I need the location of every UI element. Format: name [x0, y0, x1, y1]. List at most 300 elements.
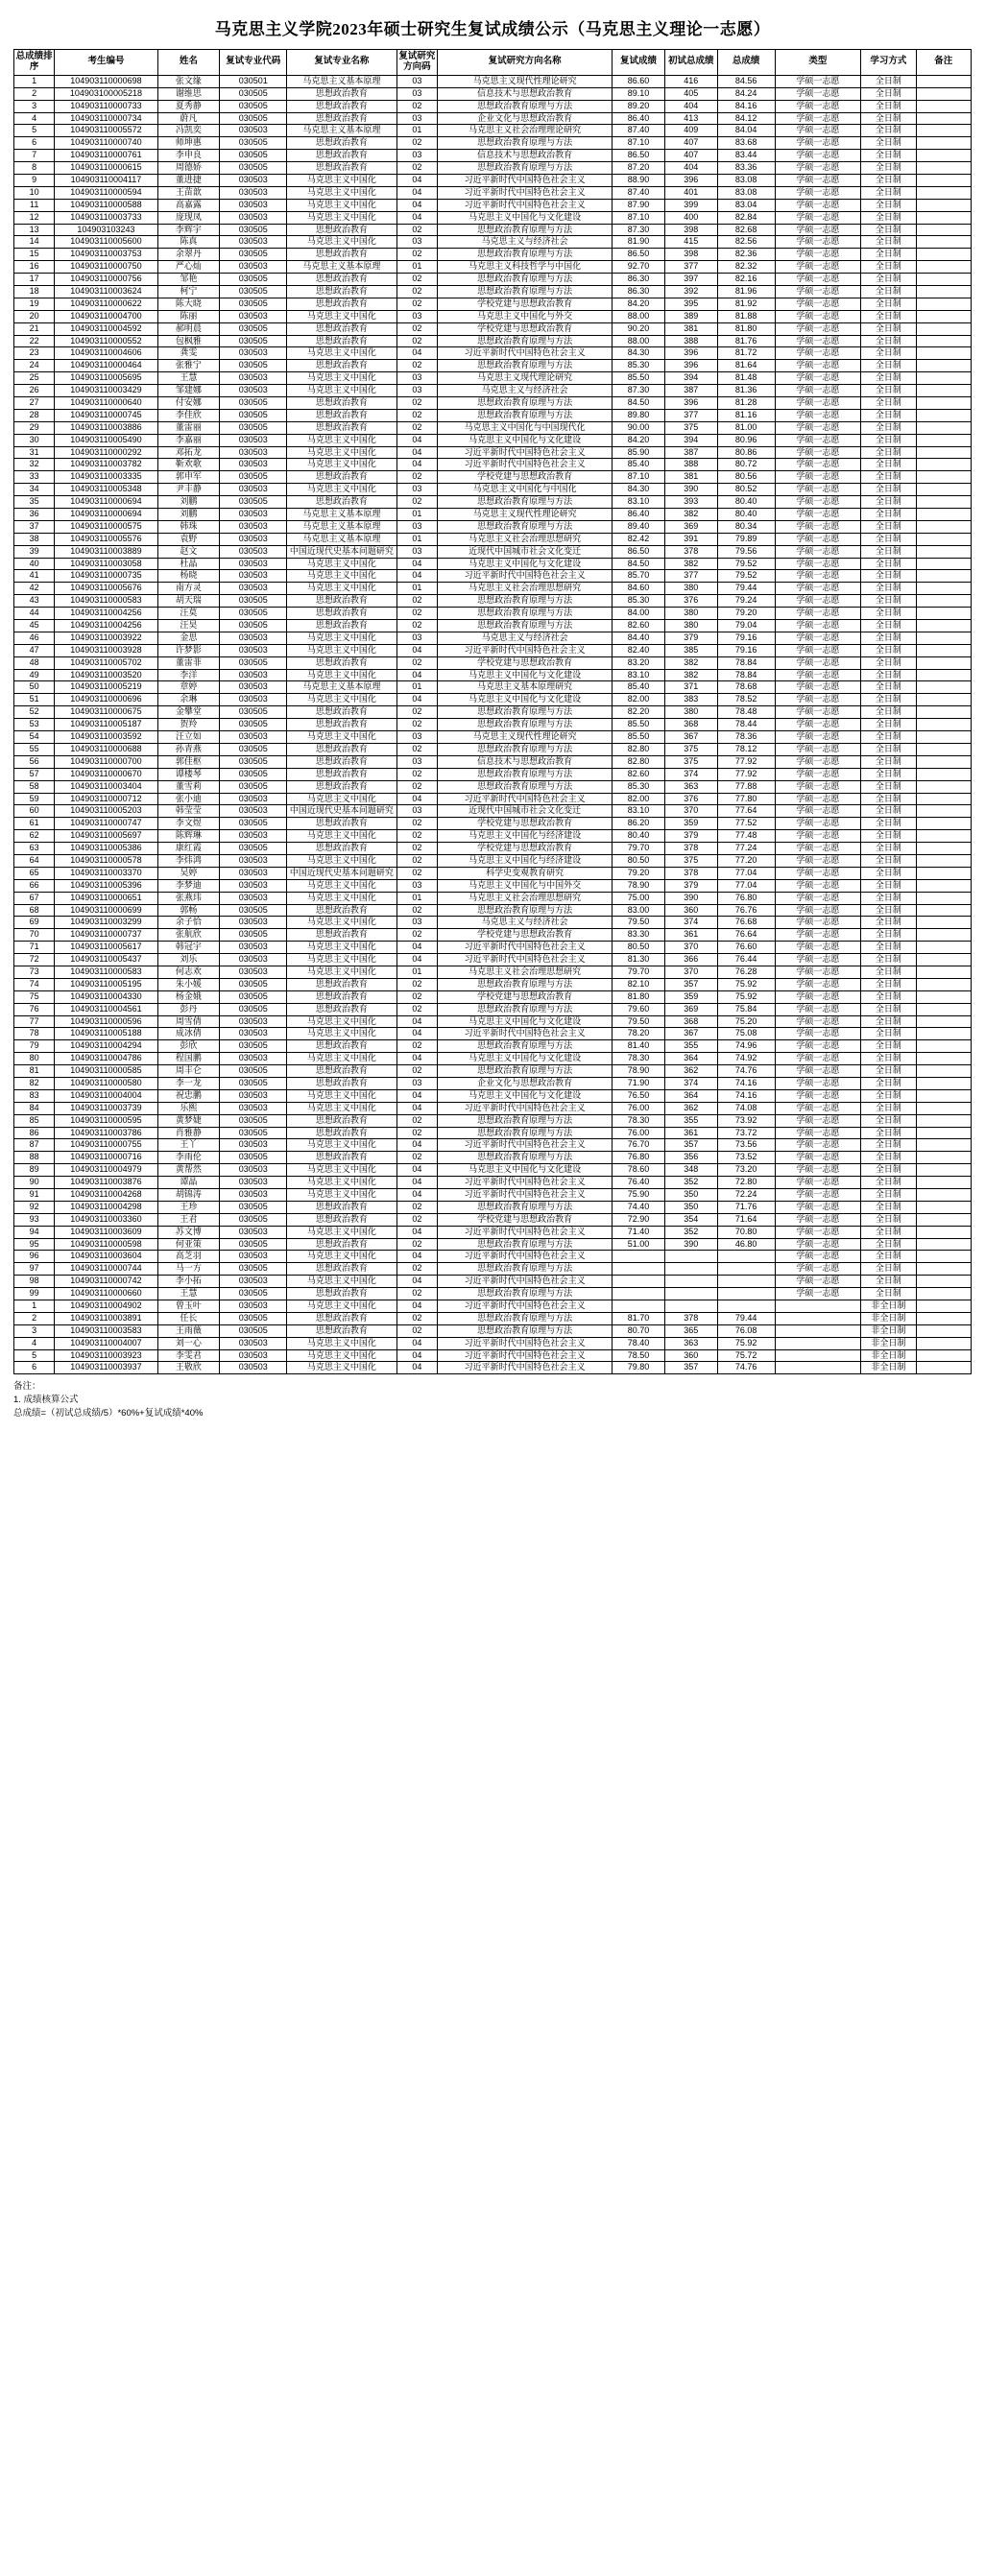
- cell-name: 李炜鸿: [157, 854, 220, 867]
- cell-dir: 习近平新时代中国特色社会主义: [438, 347, 613, 360]
- cell-fs: 87.10: [613, 211, 665, 224]
- cell-dircode: 02: [396, 1238, 437, 1251]
- cell-dir: 企业文化与思想政治教育: [438, 1077, 613, 1089]
- cell-total: 76.08: [717, 1324, 775, 1337]
- cell-fs: 86.30: [613, 274, 665, 286]
- cell-majorcode: 030503: [220, 533, 287, 545]
- cell-cs: 399: [664, 199, 717, 211]
- cell-remark: [916, 583, 971, 595]
- cell-total: 74.96: [717, 1040, 775, 1053]
- cell-cs: 361: [664, 929, 717, 942]
- cell-cs: 376: [664, 793, 717, 805]
- cell-majorcode: 030505: [220, 496, 287, 509]
- cell-major: 马克思主义中国化: [287, 1089, 397, 1102]
- cell-majorcode: 030503: [220, 1226, 287, 1238]
- cell-dircode: 03: [396, 545, 437, 558]
- footnote-0: 备注：: [13, 1381, 41, 1393]
- cell-study: 全日制: [861, 966, 916, 978]
- cell-sid: 104903110003889: [55, 545, 157, 558]
- cell-total: 79.52: [717, 570, 775, 583]
- cell-fs: 87.40: [613, 186, 665, 199]
- cell-dir: 学校党建与思想政治教育: [438, 818, 613, 830]
- cell-idx: 40: [14, 558, 55, 570]
- cell-fs: 82.60: [613, 620, 665, 632]
- cell-total: 73.56: [717, 1139, 775, 1152]
- cell-idx: 51: [14, 694, 55, 706]
- cell-fs: 86.40: [613, 112, 665, 125]
- cell-fs: 74.40: [613, 1201, 665, 1213]
- cell-cs: 365: [664, 1324, 717, 1337]
- table-row: [14, 1127, 972, 1139]
- cell-majorcode: 030503: [220, 236, 287, 249]
- cell-remark: [916, 199, 971, 211]
- cell-total: 80.96: [717, 434, 775, 446]
- cell-total: 78.68: [717, 681, 775, 694]
- table-row: [14, 162, 972, 175]
- cell-type: 学硕一志愿: [775, 347, 861, 360]
- cell-total: 73.52: [717, 1152, 775, 1164]
- cell-study: 非全日制: [861, 1349, 916, 1362]
- cell-total: 77.04: [717, 879, 775, 892]
- cell-study: 全日制: [861, 236, 916, 249]
- cell-study: 全日制: [861, 261, 916, 274]
- cell-idx: 11: [14, 199, 55, 211]
- cell-dircode: 04: [396, 1177, 437, 1189]
- cell-total: 81.28: [717, 397, 775, 410]
- cell-study: 全日制: [861, 978, 916, 990]
- cell-major: 思想政治教育: [287, 112, 397, 125]
- cell-name: 刘鹏: [157, 496, 220, 509]
- cell-cs: 357: [664, 1362, 717, 1374]
- cell-type: 学硕一志愿: [775, 397, 861, 410]
- table-row: [14, 1164, 972, 1177]
- table-row: [14, 274, 972, 286]
- cell-dir: 马克思主义中国化与文化建设: [438, 1015, 613, 1028]
- cell-dir: 马克思主义现代性理论研究: [438, 731, 613, 744]
- cell-sid: 104903110000575: [55, 520, 157, 533]
- cell-total: 74.76: [717, 1065, 775, 1078]
- cell-study: 全日制: [861, 484, 916, 496]
- cell-name: 杜晶: [157, 558, 220, 570]
- cell-major: 思想政治教育: [287, 421, 397, 434]
- cell-total: 79.52: [717, 558, 775, 570]
- cell-major: 马克思主义中国化: [287, 694, 397, 706]
- cell-study: 全日制: [861, 162, 916, 175]
- cell-name: 李一龙: [157, 1077, 220, 1089]
- cell-dircode: 02: [396, 978, 437, 990]
- cell-dircode: 04: [396, 1102, 437, 1114]
- table-row: [14, 632, 972, 644]
- cell-sid: 104903110000688: [55, 743, 157, 755]
- cell-name: 李小拓: [157, 1276, 220, 1288]
- cell-study: 全日制: [861, 1201, 916, 1213]
- cell-name: 董雷丽: [157, 421, 220, 434]
- table-row: [14, 681, 972, 694]
- cell-idx: 32: [14, 459, 55, 471]
- cell-majorcode: 030503: [220, 545, 287, 558]
- cell-majorcode: 030505: [220, 322, 287, 335]
- cell-dir: 习近平新时代中国特色社会主义: [438, 1102, 613, 1114]
- cell-name: 郝明晨: [157, 322, 220, 335]
- cell-sid: 104903110000761: [55, 150, 157, 162]
- cell-sid: 104903110000756: [55, 274, 157, 286]
- cell-dircode: 02: [396, 335, 437, 347]
- cell-remark: [916, 1226, 971, 1238]
- cell-type: 学硕一志愿: [775, 768, 861, 780]
- cell-total: 81.36: [717, 385, 775, 397]
- cell-type: 学硕一志愿: [775, 421, 861, 434]
- cell-remark: [916, 211, 971, 224]
- cell-study: 全日制: [861, 434, 916, 446]
- cell-sid: 104903110000580: [55, 1077, 157, 1089]
- cell-majorcode: 030503: [220, 854, 287, 867]
- cell-fs: 87.90: [613, 199, 665, 211]
- cell-idx: 14: [14, 236, 55, 249]
- cell-remark: [916, 236, 971, 249]
- cell-idx: 77: [14, 1015, 55, 1028]
- cell-remark: [916, 1139, 971, 1152]
- cell-fs: 79.60: [613, 1003, 665, 1015]
- table-row: [14, 595, 972, 608]
- cell-sid: 104903110003923: [55, 1349, 157, 1362]
- cell-cs: 383: [664, 694, 717, 706]
- cell-dir: 思想政治教育原理与方法: [438, 496, 613, 509]
- cell-majorcode: 030503: [220, 261, 287, 274]
- cell-total: 79.24: [717, 595, 775, 608]
- cell-major: 马克思主义中国化: [287, 1226, 397, 1238]
- cell-fs: 79.20: [613, 867, 665, 879]
- cell-type: 学硕一志愿: [775, 75, 861, 87]
- cell-type: 学硕一志愿: [775, 990, 861, 1003]
- cell-sid: 104903110000716: [55, 1152, 157, 1164]
- cell-idx: 88: [14, 1152, 55, 1164]
- cell-majorcode: 030503: [220, 310, 287, 322]
- cell-type: 学硕一志愿: [775, 137, 861, 150]
- cell-cs: 364: [664, 1089, 717, 1102]
- table-row: [14, 743, 972, 755]
- cell-study: 非全日制: [861, 1362, 916, 1374]
- cell-majorcode: 030505: [220, 298, 287, 310]
- cell-type: 学硕一志愿: [775, 1114, 861, 1127]
- cell-study: 全日制: [861, 1003, 916, 1015]
- cell-idx: 85: [14, 1114, 55, 1127]
- cell-major: 马克思主义中国化: [287, 632, 397, 644]
- cell-fs: 86.30: [613, 285, 665, 298]
- cell-name: 余子恰: [157, 917, 220, 929]
- cell-name: 程国鹏: [157, 1053, 220, 1065]
- cell-study: 全日制: [861, 1276, 916, 1288]
- cell-type: 学硕一志愿: [775, 805, 861, 818]
- cell-majorcode: 030505: [220, 285, 287, 298]
- cell-total: 79.44: [717, 583, 775, 595]
- cell-sid: 104903110004298: [55, 1201, 157, 1213]
- cell-dir: 思想政治教育原理与方法: [438, 768, 613, 780]
- table-row: [14, 1324, 972, 1337]
- cell-type: 学硕一志愿: [775, 1139, 861, 1152]
- cell-dir: 思想政治教育原理与方法: [438, 397, 613, 410]
- cell-dir: 马克思主义与经济社会: [438, 385, 613, 397]
- cell-dircode: 02: [396, 595, 437, 608]
- cell-study: 全日制: [861, 224, 916, 236]
- cell-name: 蔚凡: [157, 112, 220, 125]
- cell-cs: 361: [664, 1127, 717, 1139]
- cell-remark: [916, 558, 971, 570]
- cell-fs: 85.50: [613, 372, 665, 385]
- cell-dircode: 03: [396, 150, 437, 162]
- cell-idx: 16: [14, 261, 55, 274]
- cell-study: 全日制: [861, 1028, 916, 1040]
- cell-major: 马克思主义中国化: [287, 1337, 397, 1349]
- cell-study: 全日制: [861, 620, 916, 632]
- cell-idx: 73: [14, 966, 55, 978]
- cell-dircode: 02: [396, 137, 437, 150]
- cell-type: 学硕一志愿: [775, 867, 861, 879]
- cell-sid: 104903110003404: [55, 780, 157, 793]
- cell-sid: 104903110003886: [55, 421, 157, 434]
- cell-type: 学硕一志愿: [775, 1152, 861, 1164]
- cell-cs: 377: [664, 570, 717, 583]
- cell-fs: 85.30: [613, 780, 665, 793]
- cell-dircode: 03: [396, 1077, 437, 1089]
- cell-total: 80.72: [717, 459, 775, 471]
- cell-sid: 104903110003592: [55, 731, 157, 744]
- cell-dircode: 04: [396, 694, 437, 706]
- cell-idx: 13: [14, 224, 55, 236]
- cell-remark: [916, 1251, 971, 1263]
- cell-cs: 416: [664, 75, 717, 87]
- cell-fs: 89.80: [613, 409, 665, 421]
- table-row: [14, 583, 972, 595]
- cell-cs: 363: [664, 1337, 717, 1349]
- cell-major: 马克思主义中国化: [287, 1362, 397, 1374]
- cell-dircode: 01: [396, 966, 437, 978]
- cell-idx: 36: [14, 509, 55, 521]
- cell-sid: 104903110000696: [55, 694, 157, 706]
- cell-fs: 84.50: [613, 558, 665, 570]
- cell-cs: 382: [664, 509, 717, 521]
- cell-idx: 18: [14, 285, 55, 298]
- cell-name: 陈辉琳: [157, 830, 220, 843]
- cell-cs: 366: [664, 954, 717, 966]
- cell-study: 全日制: [861, 805, 916, 818]
- table-row: [14, 1226, 972, 1238]
- cell-sid: 104903110000660: [55, 1288, 157, 1300]
- cell-majorcode: 030505: [220, 249, 287, 261]
- cell-fs: 84.20: [613, 434, 665, 446]
- cell-total: [717, 1300, 775, 1313]
- cell-total: 79.44: [717, 1312, 775, 1324]
- cell-majorcode: 030503: [220, 1177, 287, 1189]
- cell-study: 全日制: [861, 496, 916, 509]
- cell-type: 学硕一志愿: [775, 285, 861, 298]
- cell-remark: [916, 1015, 971, 1028]
- cell-major: 思想政治教育: [287, 1127, 397, 1139]
- cell-name: 邹艳: [157, 274, 220, 286]
- cell-idx: 52: [14, 706, 55, 719]
- cell-dircode: 02: [396, 854, 437, 867]
- cell-cs: 359: [664, 818, 717, 830]
- cell-type: 学硕一志愿: [775, 211, 861, 224]
- cell-dir: 习近平新时代中国特色社会主义: [438, 1276, 613, 1288]
- cell-dir: 思想政治教育原理与方法: [438, 608, 613, 620]
- cell-idx: 60: [14, 805, 55, 818]
- cell-remark: [916, 731, 971, 744]
- cell-sid: 104903110000595: [55, 1114, 157, 1127]
- cell-name: 王君: [157, 1213, 220, 1226]
- cell-type: 学硕一志愿: [775, 298, 861, 310]
- cell-cs: 375: [664, 743, 717, 755]
- cell-total: 81.76: [717, 335, 775, 347]
- cell-fs: 78.50: [613, 1349, 665, 1362]
- cell-remark: [916, 1276, 971, 1288]
- cell-cs: 380: [664, 608, 717, 620]
- cell-dircode: 02: [396, 100, 437, 112]
- cell-majorcode: 030503: [220, 917, 287, 929]
- table-row: [14, 347, 972, 360]
- cell-idx: 80: [14, 1053, 55, 1065]
- cell-sid: 104903110003360: [55, 1213, 157, 1226]
- cell-remark: [916, 805, 971, 818]
- cell-remark: [916, 954, 971, 966]
- cell-dir: 马克思主义中国化与文化建设: [438, 1164, 613, 1177]
- cell-total: 76.44: [717, 954, 775, 966]
- cell-study: 全日制: [861, 1189, 916, 1202]
- cell-total: 72.24: [717, 1189, 775, 1202]
- cell-fs: 86.50: [613, 150, 665, 162]
- cell-remark: [916, 1114, 971, 1127]
- cell-idx: 57: [14, 768, 55, 780]
- cell-dir: 思想政治教育原理与方法: [438, 719, 613, 731]
- cell-study: 全日制: [861, 731, 916, 744]
- cell-name: 韩莹莹: [157, 805, 220, 818]
- cell-total: 77.80: [717, 793, 775, 805]
- cell-sid: 104903110004007: [55, 1337, 157, 1349]
- cell-total: 46.80: [717, 1238, 775, 1251]
- cell-dir: 思想政治教育原理与方法: [438, 620, 613, 632]
- cell-total: 73.92: [717, 1114, 775, 1127]
- cell-cs: 396: [664, 174, 717, 186]
- cell-study: 全日制: [861, 211, 916, 224]
- cell-idx: 46: [14, 632, 55, 644]
- cell-sid: 104903110003922: [55, 632, 157, 644]
- cell-cs: 404: [664, 100, 717, 112]
- cell-study: 全日制: [861, 942, 916, 954]
- table-row: [14, 1003, 972, 1015]
- cell-remark: [916, 1102, 971, 1114]
- cell-idx: 76: [14, 1003, 55, 1015]
- cell-sid: 104903110005572: [55, 125, 157, 137]
- cell-fs: 85.40: [613, 681, 665, 694]
- cell-major: 马克思主义中国化: [287, 1015, 397, 1028]
- cell-idx: 1: [14, 1300, 55, 1313]
- cell-major: 马克思主义中国化: [287, 434, 397, 446]
- cell-dir: 思想政治教育原理与方法: [438, 595, 613, 608]
- cell-dircode: 03: [396, 879, 437, 892]
- cell-major: 思想政治教育: [287, 298, 397, 310]
- cell-major: 马克思主义中国化: [287, 484, 397, 496]
- table-row: [14, 1238, 972, 1251]
- cell-fs: 80.70: [613, 1324, 665, 1337]
- cell-majorcode: 030505: [220, 1003, 287, 1015]
- cell-study: 全日制: [861, 1077, 916, 1089]
- cell-idx: 58: [14, 780, 55, 793]
- cell-idx: 64: [14, 854, 55, 867]
- cell-dir: 马克思主义中国化与文化建设: [438, 1053, 613, 1065]
- cell-idx: 3: [14, 100, 55, 112]
- cell-study: 全日制: [861, 1139, 916, 1152]
- cell-sid: 104903110000578: [55, 854, 157, 867]
- cell-name: 金思: [157, 632, 220, 644]
- cell-sid: 104903110000583: [55, 595, 157, 608]
- cell-majorcode: 030503: [220, 892, 287, 904]
- table-row: [14, 520, 972, 533]
- cell-type: 学硕一志愿: [775, 954, 861, 966]
- cell-type: 学硕一志愿: [775, 854, 861, 867]
- cell-remark: [916, 298, 971, 310]
- cell-dir: 习近平新时代中国特色社会主义: [438, 1362, 613, 1374]
- cell-idx: 87: [14, 1139, 55, 1152]
- table-row: [14, 755, 972, 768]
- header-name: 姓名: [157, 50, 220, 76]
- cell-total: 73.20: [717, 1164, 775, 1177]
- cell-cs: 348: [664, 1164, 717, 1177]
- cell-majorcode: 030503: [220, 954, 287, 966]
- cell-major: 马克思主义基本原理: [287, 681, 397, 694]
- cell-idx: 54: [14, 731, 55, 744]
- cell-idx: 53: [14, 719, 55, 731]
- cell-idx: 79: [14, 1040, 55, 1053]
- cell-type: 学硕一志愿: [775, 100, 861, 112]
- cell-sid: 104903110000622: [55, 298, 157, 310]
- cell-dircode: 04: [396, 669, 437, 681]
- cell-type: 学硕一志愿: [775, 632, 861, 644]
- cell-idx: 93: [14, 1213, 55, 1226]
- cell-dircode: 03: [396, 484, 437, 496]
- cell-name: 张文缘: [157, 75, 220, 87]
- cell-sid: 104903110000464: [55, 360, 157, 372]
- header-initial-score: 初试总成绩: [664, 50, 717, 76]
- cell-study: 全日制: [861, 1213, 916, 1226]
- cell-cs: 413: [664, 112, 717, 125]
- cell-remark: [916, 409, 971, 421]
- cell-dircode: 04: [396, 347, 437, 360]
- cell-idx: 44: [14, 608, 55, 620]
- cell-dir: 马克思主义中国化与经济建设: [438, 830, 613, 843]
- cell-type: 学硕一志愿: [775, 1015, 861, 1028]
- cell-total: 75.92: [717, 1337, 775, 1349]
- cell-fs: 85.90: [613, 446, 665, 459]
- cell-fs: 84.30: [613, 484, 665, 496]
- cell-total: 74.16: [717, 1077, 775, 1089]
- cell-fs: 78.90: [613, 1065, 665, 1078]
- cell-name: 黄梦婕: [157, 1114, 220, 1127]
- cell-remark: [916, 719, 971, 731]
- cell-idx: 90: [14, 1177, 55, 1189]
- cell-sid: 104903110000615: [55, 162, 157, 175]
- cell-dir: 思想政治教育原理与方法: [438, 1040, 613, 1053]
- cell-type: [775, 1349, 861, 1362]
- cell-major: 马克思主义基本原理: [287, 75, 397, 87]
- cell-type: 学硕一志愿: [775, 162, 861, 175]
- table-row: [14, 1312, 972, 1324]
- cell-name: 谭晶: [157, 1177, 220, 1189]
- cell-sid: 104903110000651: [55, 892, 157, 904]
- cell-total: 75.08: [717, 1028, 775, 1040]
- cell-name: 刘乐: [157, 954, 220, 966]
- cell-dir: 习近平新时代中国特色社会主义: [438, 459, 613, 471]
- cell-idx: 15: [14, 249, 55, 261]
- cell-total: 79.16: [717, 644, 775, 656]
